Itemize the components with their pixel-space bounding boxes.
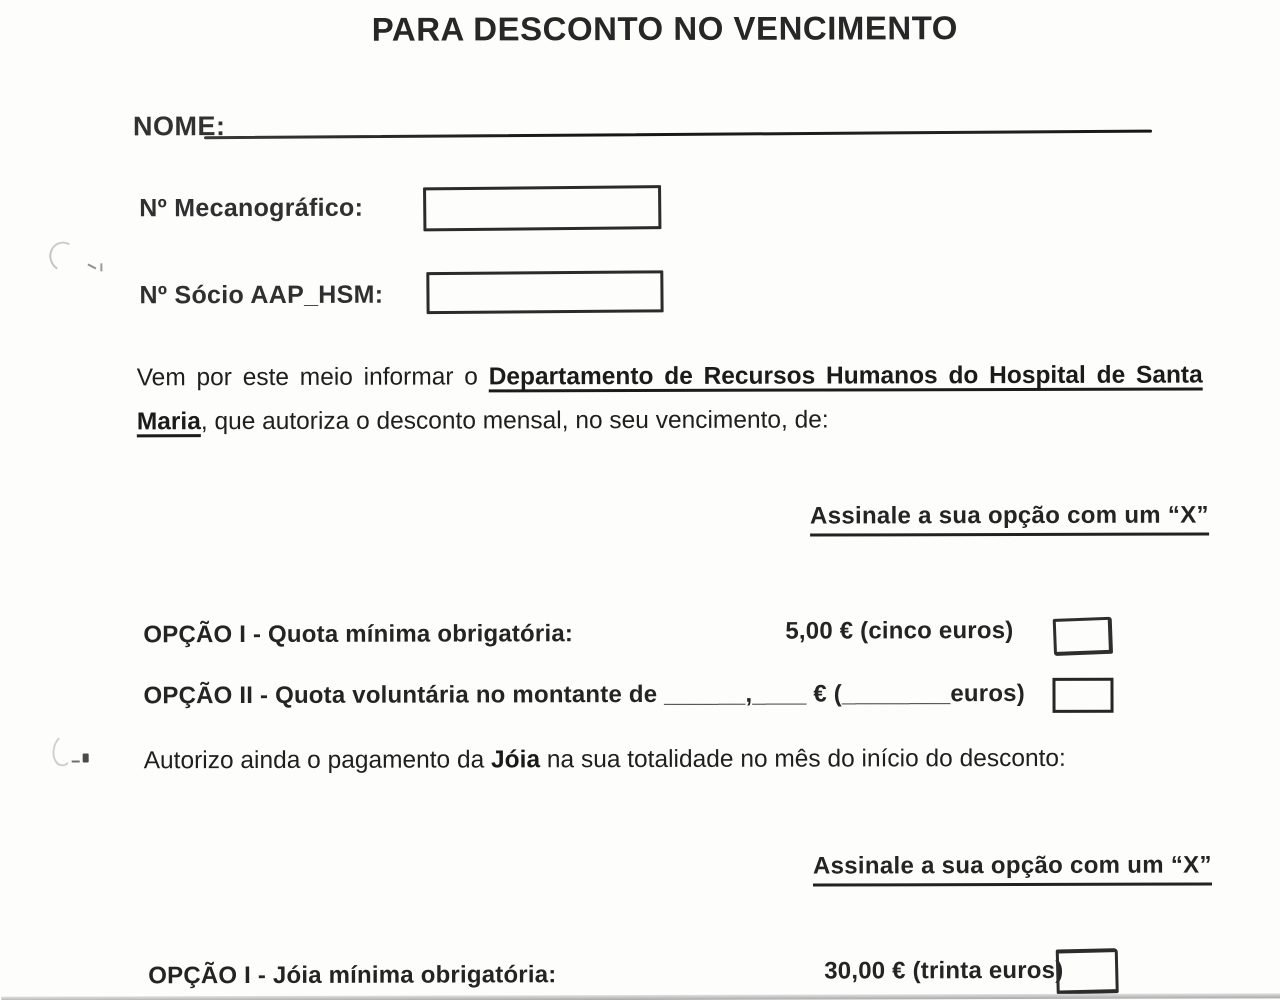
quota-option1-label: OPÇÃO I - Quota mínima obrigatória: [143,620,574,649]
intro-line-2 [137,406,1203,453]
quota-option1-value: 5,00 € (cinco euros) [785,617,1014,645]
mecanografico-label: Nº Mecanográfico: [139,193,364,223]
joia-authorization-text [144,745,1066,775]
quota-option1-checkbox[interactable] [1053,617,1113,656]
joia-auth-prefix: Autorizo ainda o pagamento da [143,746,485,775]
nome-input-line[interactable] [204,130,1152,140]
department-name-part1: Departamento de Recursos Humanos do Hospital de Santa [488,361,1203,391]
mecanografico-input-box[interactable] [423,185,661,231]
intro-paragraph [137,362,1203,453]
scan-artifact-tick [87,263,96,269]
quota-option2-label-text: OPÇÃO II - Quota voluntária no montante de [143,680,658,710]
intro-line-1 [137,362,1203,409]
intro-prefix: Vem por este meio informar o [136,363,478,392]
scan-edge-shadow [1,993,1280,1000]
quota-option2-label [143,680,1024,710]
scan-artifact-tick [72,760,80,762]
socio-input-box[interactable] [426,270,663,314]
joia-auth-bold: Jóia [490,746,541,774]
socio-label: Nº Sócio AAP_HSM: [139,280,384,310]
quota-option2-checkbox[interactable] [1052,678,1113,713]
scan-artifact-tick [100,263,102,271]
joia-option1-label: OPÇÃO I - Jóia mínima obrigatória: [148,961,557,990]
scan-artifact-arc-top [46,238,81,274]
assinale-instruction-quota: Assinale a sua opção com um “X” [810,502,1209,537]
joia-option1-value: 30,00 € (trinta euros) [824,956,1064,985]
scan-artifact-mark [83,753,89,762]
joia-option1-checkbox[interactable] [1056,948,1119,994]
joia-auth-suffix: na sua totalidade no mês do início do desconto: [546,744,1066,774]
scan-artifact-arc-middle [50,733,77,768]
nome-label: NOME: [132,111,226,142]
quota-option2-blanks[interactable]: ______,____ € (________euros) [664,679,1025,708]
assinale-instruction-joia: Assinale a sua opção com um “X” [813,852,1212,887]
intro-suffix: , que autoriza o desconto mensal, no seu vencimento, de: [200,406,829,436]
form-title: PARA DESCONTO NO VENCIMENTO [371,9,958,48]
department-name-part2: Maria [136,408,201,436]
